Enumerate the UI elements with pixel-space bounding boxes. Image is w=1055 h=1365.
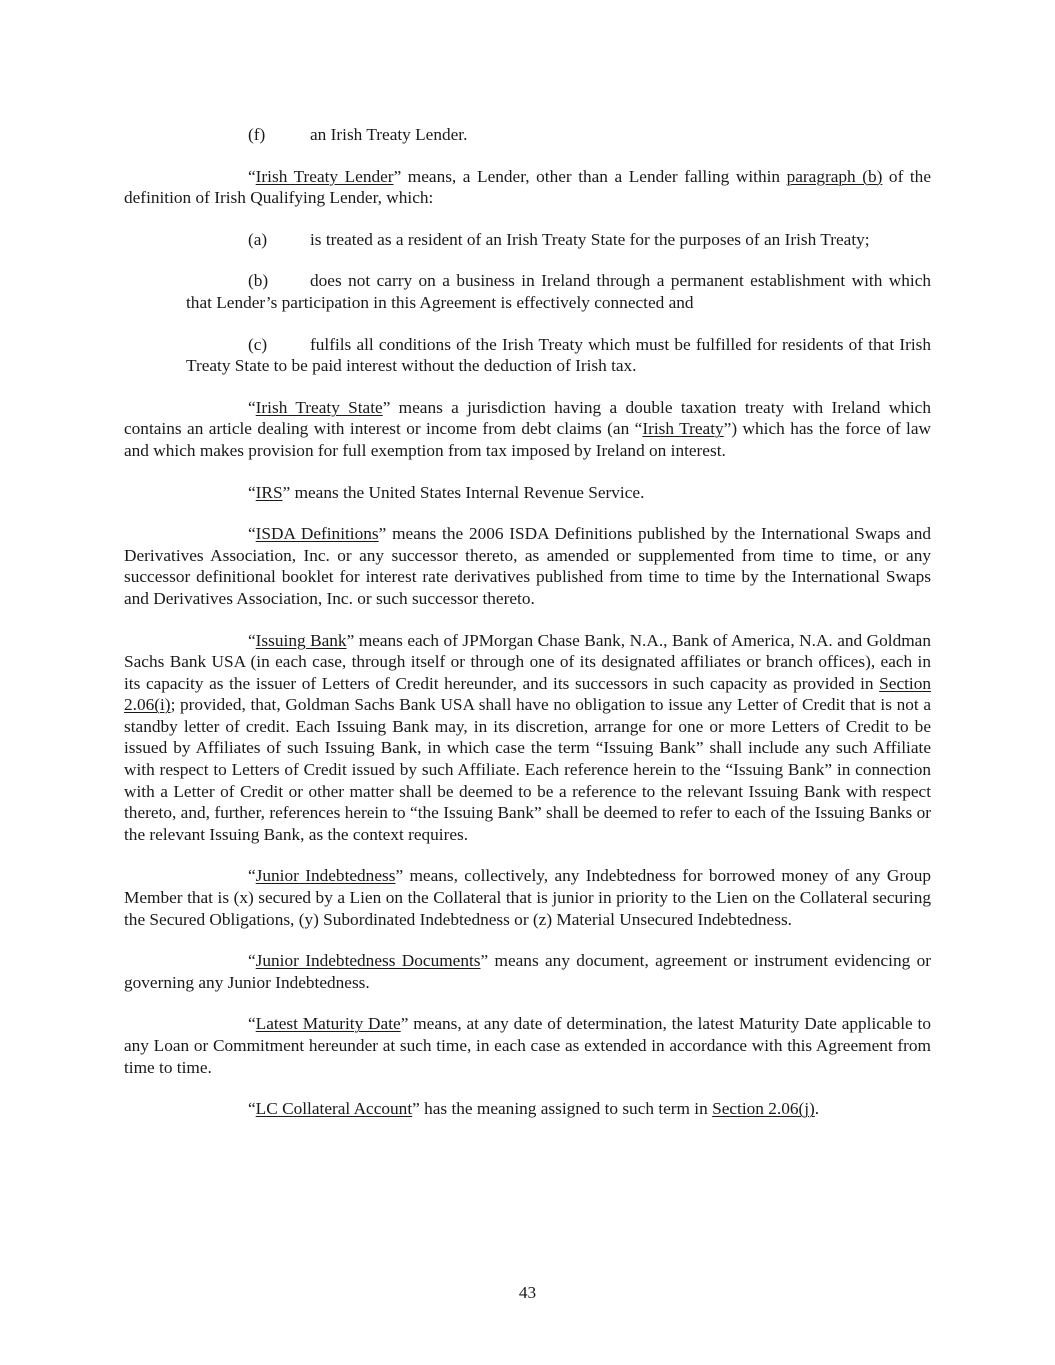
- defined-term: LC Collateral Account: [255, 1099, 413, 1119]
- item-label: (a): [248, 229, 268, 249]
- item-label: (f): [248, 125, 266, 144]
- definition-issuing-bank: [124, 630, 931, 846]
- definition-text: of the definition of Irish Qualifying Lender, which:: [124, 166, 931, 208]
- definition-text: ” means a jurisdiction having a double taxation treaty with Ireland which contains an article dealing with interest or income from debt claims (an “: [124, 397, 931, 439]
- definition-text: ” means any document, agreement or instrument evidencing or governing any Junior Indebtedness.: [124, 951, 931, 992]
- defined-term: Latest Maturity Date: [255, 1014, 401, 1034]
- definition-text: ” means the United States Internal Revenue Service.: [282, 482, 645, 502]
- open-quote: “: [248, 1099, 256, 1119]
- definition-irish-treaty-state: [124, 397, 931, 462]
- definition-junior-indebtedness: [124, 865, 931, 930]
- cross-reference: paragraph (b): [786, 166, 883, 186]
- definition-irish-treaty-lender: [124, 166, 931, 209]
- definition-text: ” means each of JPMorgan Chase Bank, N.A., Bank of America, N.A. and Goldman Sachs Bank USA (in each case, through itself or through one of its designated affiliates or branch offices), each in its capacity as the issuer of Letters of Credit hereunder, and its successors in such capacity as provided in: [124, 630, 931, 693]
- list-item-f: [124, 124, 931, 146]
- definition-latest-maturity-date: [124, 1013, 931, 1078]
- definition-lc-collateral-account: [124, 1098, 931, 1120]
- definition-text: ; provided, that, Goldman Sachs Bank USA shall have no obligation to issue any Letter of Credit that is not a standby letter of credit. Each Issuing Bank may, in its discretion, arrange for one or more Letters of Credit to be issued by Affiliates of such Issuing Bank, in which case the term “Issuing Bank” shall include any such Affiliate with respect to Letters of Credit issued by such Affiliate. Each reference herein to the “Issuing Bank” in connection with a Letter of Credit or other matter shall be deemed to be a reference to the relevant Issuing Bank with respect thereto, and, further, references herein to “the Issuing Bank” shall be deemed to refer to each of the Issuing Banks or the relevant Issuing Bank, as the context requires.: [124, 695, 931, 844]
- item-text: fulfils all conditions of the Irish Treaty which must be fulfilled for residents of that Irish Treaty State to be paid interest without the deduction of Irish tax.: [186, 334, 931, 376]
- defined-term: Junior Indebtedness Documents: [255, 951, 481, 971]
- definition-text: ” means, a Lender, other than a Lender falling within: [393, 166, 787, 186]
- open-quote: “: [248, 630, 256, 650]
- defined-term: Irish Treaty Lender: [255, 166, 394, 186]
- document-page: [124, 124, 931, 1140]
- defined-term: IRS: [255, 482, 283, 502]
- definition-text: .: [814, 1099, 820, 1119]
- item-text: does not carry on a business in Ireland through a permanent establishment with which that Lender’s participation in this Agreement is effectively connected and: [186, 271, 931, 312]
- open-quote: “: [248, 524, 256, 544]
- definition-text: ” means, at any date of determination, the latest Maturity Date applicable to any Loan or Commitment hereunder at such time, in each case as extended in accordance with this Agreement from time to time.: [124, 1014, 931, 1077]
- open-quote: “: [248, 866, 256, 886]
- defined-term: Irish Treaty State: [255, 397, 383, 417]
- definition-text: ” means the 2006 ISDA Definitions published by the International Swaps and Derivatives Association, Inc. or any successor thereto, as amended or supplemented from time to time, or any successor definitional booklet for interest rate derivatives published from time to time by the International Swaps and Derivatives Association, Inc. or such successor thereto.: [124, 524, 932, 608]
- defined-term: Irish Treaty: [642, 419, 724, 439]
- definition-junior-indebtedness-documents: [124, 950, 931, 993]
- definition-irs: [124, 482, 931, 504]
- cross-reference: Section 2.06(j): [712, 1099, 815, 1119]
- defined-term: ISDA Definitions: [255, 524, 379, 544]
- definition-text: ”) which has the force of law and which makes provision for full exemption from tax imposed by Ireland on interest.: [124, 419, 932, 460]
- defined-term: Issuing Bank: [255, 630, 347, 650]
- definition-isda-definitions: [124, 523, 931, 609]
- cross-reference: Section 2.06(i): [124, 673, 931, 715]
- page-number: 43: [518, 1283, 537, 1302]
- open-quote: “: [248, 482, 256, 502]
- definition-text: ” means, collectively, any Indebtedness for borrowed money of any Group Member that is (x) secured by a Lien on the Collateral that is junior in priority to the Lien on the Collateral securing the Secured Obligations, (y) Subordinated Indebtedness or (z) Material Unsecured Indebtedness.: [124, 866, 931, 929]
- item-text: is treated as a resident of an Irish Treaty State for the purposes of an Irish Treaty;: [310, 229, 870, 249]
- defined-term: Junior Indebtedness: [255, 866, 396, 886]
- item-label: (c): [248, 334, 268, 354]
- list-item-c: [124, 334, 931, 377]
- open-quote: “: [248, 397, 256, 417]
- open-quote: “: [248, 166, 256, 186]
- definition-text: ” has the meaning assigned to such term in: [412, 1099, 713, 1119]
- item-label: (b): [248, 271, 269, 291]
- list-item-a: [124, 229, 931, 251]
- item-text: an Irish Treaty Lender.: [310, 125, 468, 144]
- open-quote: “: [248, 1014, 256, 1034]
- open-quote: “: [248, 951, 256, 971]
- list-item-b: [124, 270, 931, 313]
